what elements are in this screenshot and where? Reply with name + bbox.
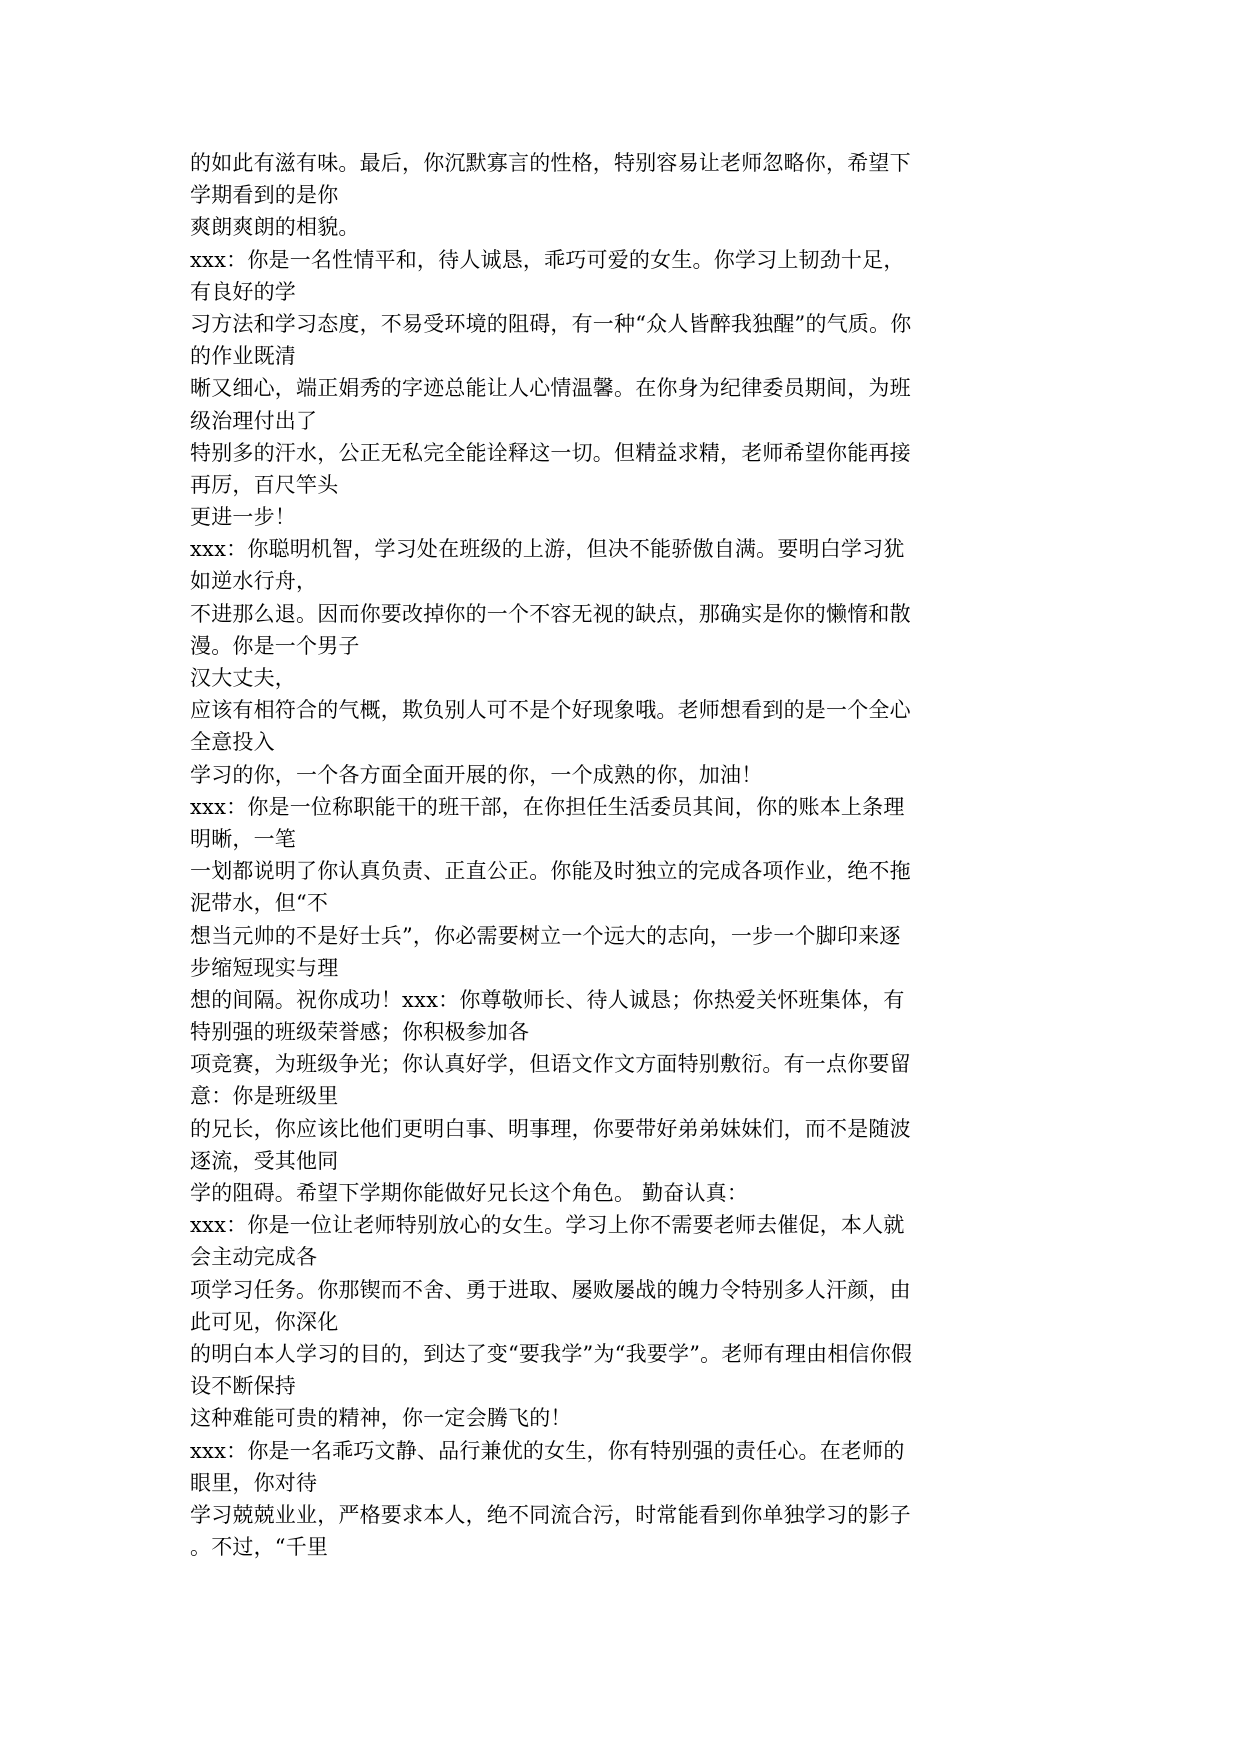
text-line: 的作业既清 xyxy=(190,344,296,369)
text-line: xxx：你是一名性情平和，待人诚恳，乖巧可爱的女生。你学习上韧劲十足， xyxy=(190,247,905,272)
text-line: 漫。你是一个男子 xyxy=(190,633,360,658)
text-line: 的如此有滋有味。最后，你沉默寡言的性格，特别容易让老师忽略你，希望下 xyxy=(190,151,911,175)
text-line: 这种难能可贵的精神，你一定会腾飞的！ xyxy=(190,1406,572,1431)
text-line: 。不过，“千里 xyxy=(190,1535,329,1560)
text-line: 的明白本人学习的目的，到达了变“要我学”为“我要学”。老师有理由相信你假 xyxy=(190,1341,913,1366)
text-line: xxx：你是一名乖巧文静、品行兼优的女生，你有特别强的责任心。在老师的 xyxy=(190,1438,905,1463)
text-line: 学的阻碍。希望下学期你能做好兄长这个角色。 勤奋认真： xyxy=(190,1181,749,1205)
text-line: 特别多的汗水，公正无私完全能诠释这一切。但精益求精，老师希望你能再接 xyxy=(190,440,911,465)
document-body xyxy=(190,147,1070,1563)
text-line: xxx：你是一位让老师特别放心的女生。学习上你不需要老师去催促，本人就 xyxy=(190,1213,905,1238)
text-line: 学习的你，一个各方面全面开展的你，一个成熟的你，加油！ xyxy=(190,762,763,787)
text-line: 级治理付出了 xyxy=(190,408,318,433)
text-line: 不进那么退。因而你要改掉你的一个不容无视的缺点，那确实是你的懒惰和散 xyxy=(190,601,911,626)
text-line: xxx：你聪明机智，学习处在班级的上游，但决不能骄傲自满。要明白学习犹 xyxy=(190,537,905,562)
text-line: 泥带水，但“不 xyxy=(190,891,329,916)
text-line: 一划都说明了你认真负责、正直公正。你能及时独立的完成各项作业，绝不拖 xyxy=(190,859,911,884)
text-line: 项竞赛，为班级争光；你认真好学，但语文作文方面特别敷衍。有一点你要留 xyxy=(190,1052,911,1077)
text-line: 想的间隔。祝你成功！xxx：你尊敬师长、待人诚恳；你热爱关怀班集体，有 xyxy=(190,987,905,1012)
text-line: 汉大丈夫， xyxy=(190,666,296,690)
text-line: 学习兢兢业业，严格要求本人，绝不同流合污，时常能看到你单独学习的影子 xyxy=(190,1502,911,1527)
text-line: 全意投入 xyxy=(190,730,275,755)
text-line: 爽朗爽朗的相貌。 xyxy=(190,215,360,240)
text-line: 明晰，一笔 xyxy=(190,826,296,851)
text-line: 应该有相符合的气概，欺负别人可不是个好现象哦。老师想看到的是一个全心 xyxy=(190,698,911,723)
text-line: 再厉，百尺竿头 xyxy=(190,472,339,497)
text-line: 特别强的班级荣誉感；你积极参加各 xyxy=(190,1020,530,1045)
text-line: 有良好的学 xyxy=(190,279,296,304)
text-line: xxx：你是一位称职能干的班干部，在你担任生活委员其间，你的账本上条理 xyxy=(190,794,905,819)
text-line: 如逆水行舟， xyxy=(190,569,318,594)
text-line: 意：你是班级里 xyxy=(190,1084,339,1109)
text-line: 的兄长，你应该比他们更明白事、明事理，你要带好弟弟妹妹们，而不是随波 xyxy=(190,1116,911,1141)
text-line: 习方法和学习态度，不易受环境的阻碍，有一种“众人皆醉我独醒”的气质。你 xyxy=(190,311,912,336)
text-line: 此可见，你深化 xyxy=(190,1309,339,1334)
text-line: 眼里，你对待 xyxy=(190,1470,318,1495)
text-line: 项学习任务。你那锲而不舍、勇于进取、屡败屡战的魄力令特别多人汗颜，由 xyxy=(190,1277,911,1302)
text-line: 设不断保持 xyxy=(190,1374,296,1399)
text-line: 想当元帅的不是好士兵”，你必需要树立一个远大的志向，一步一个脚印来逐 xyxy=(190,923,901,948)
text-line: 逐流，受其他同 xyxy=(190,1148,339,1173)
text-line: 步缩短现实与理 xyxy=(190,955,339,980)
text-line: 会主动完成各 xyxy=(190,1245,318,1270)
text-line: 更进一步！ xyxy=(190,505,296,530)
text-line: 晰又细心，端正娟秀的字迹总能让人心情温馨。在你身为纪律委员期间，为班 xyxy=(190,376,911,401)
text-line: 学期看到的是你 xyxy=(190,183,339,208)
